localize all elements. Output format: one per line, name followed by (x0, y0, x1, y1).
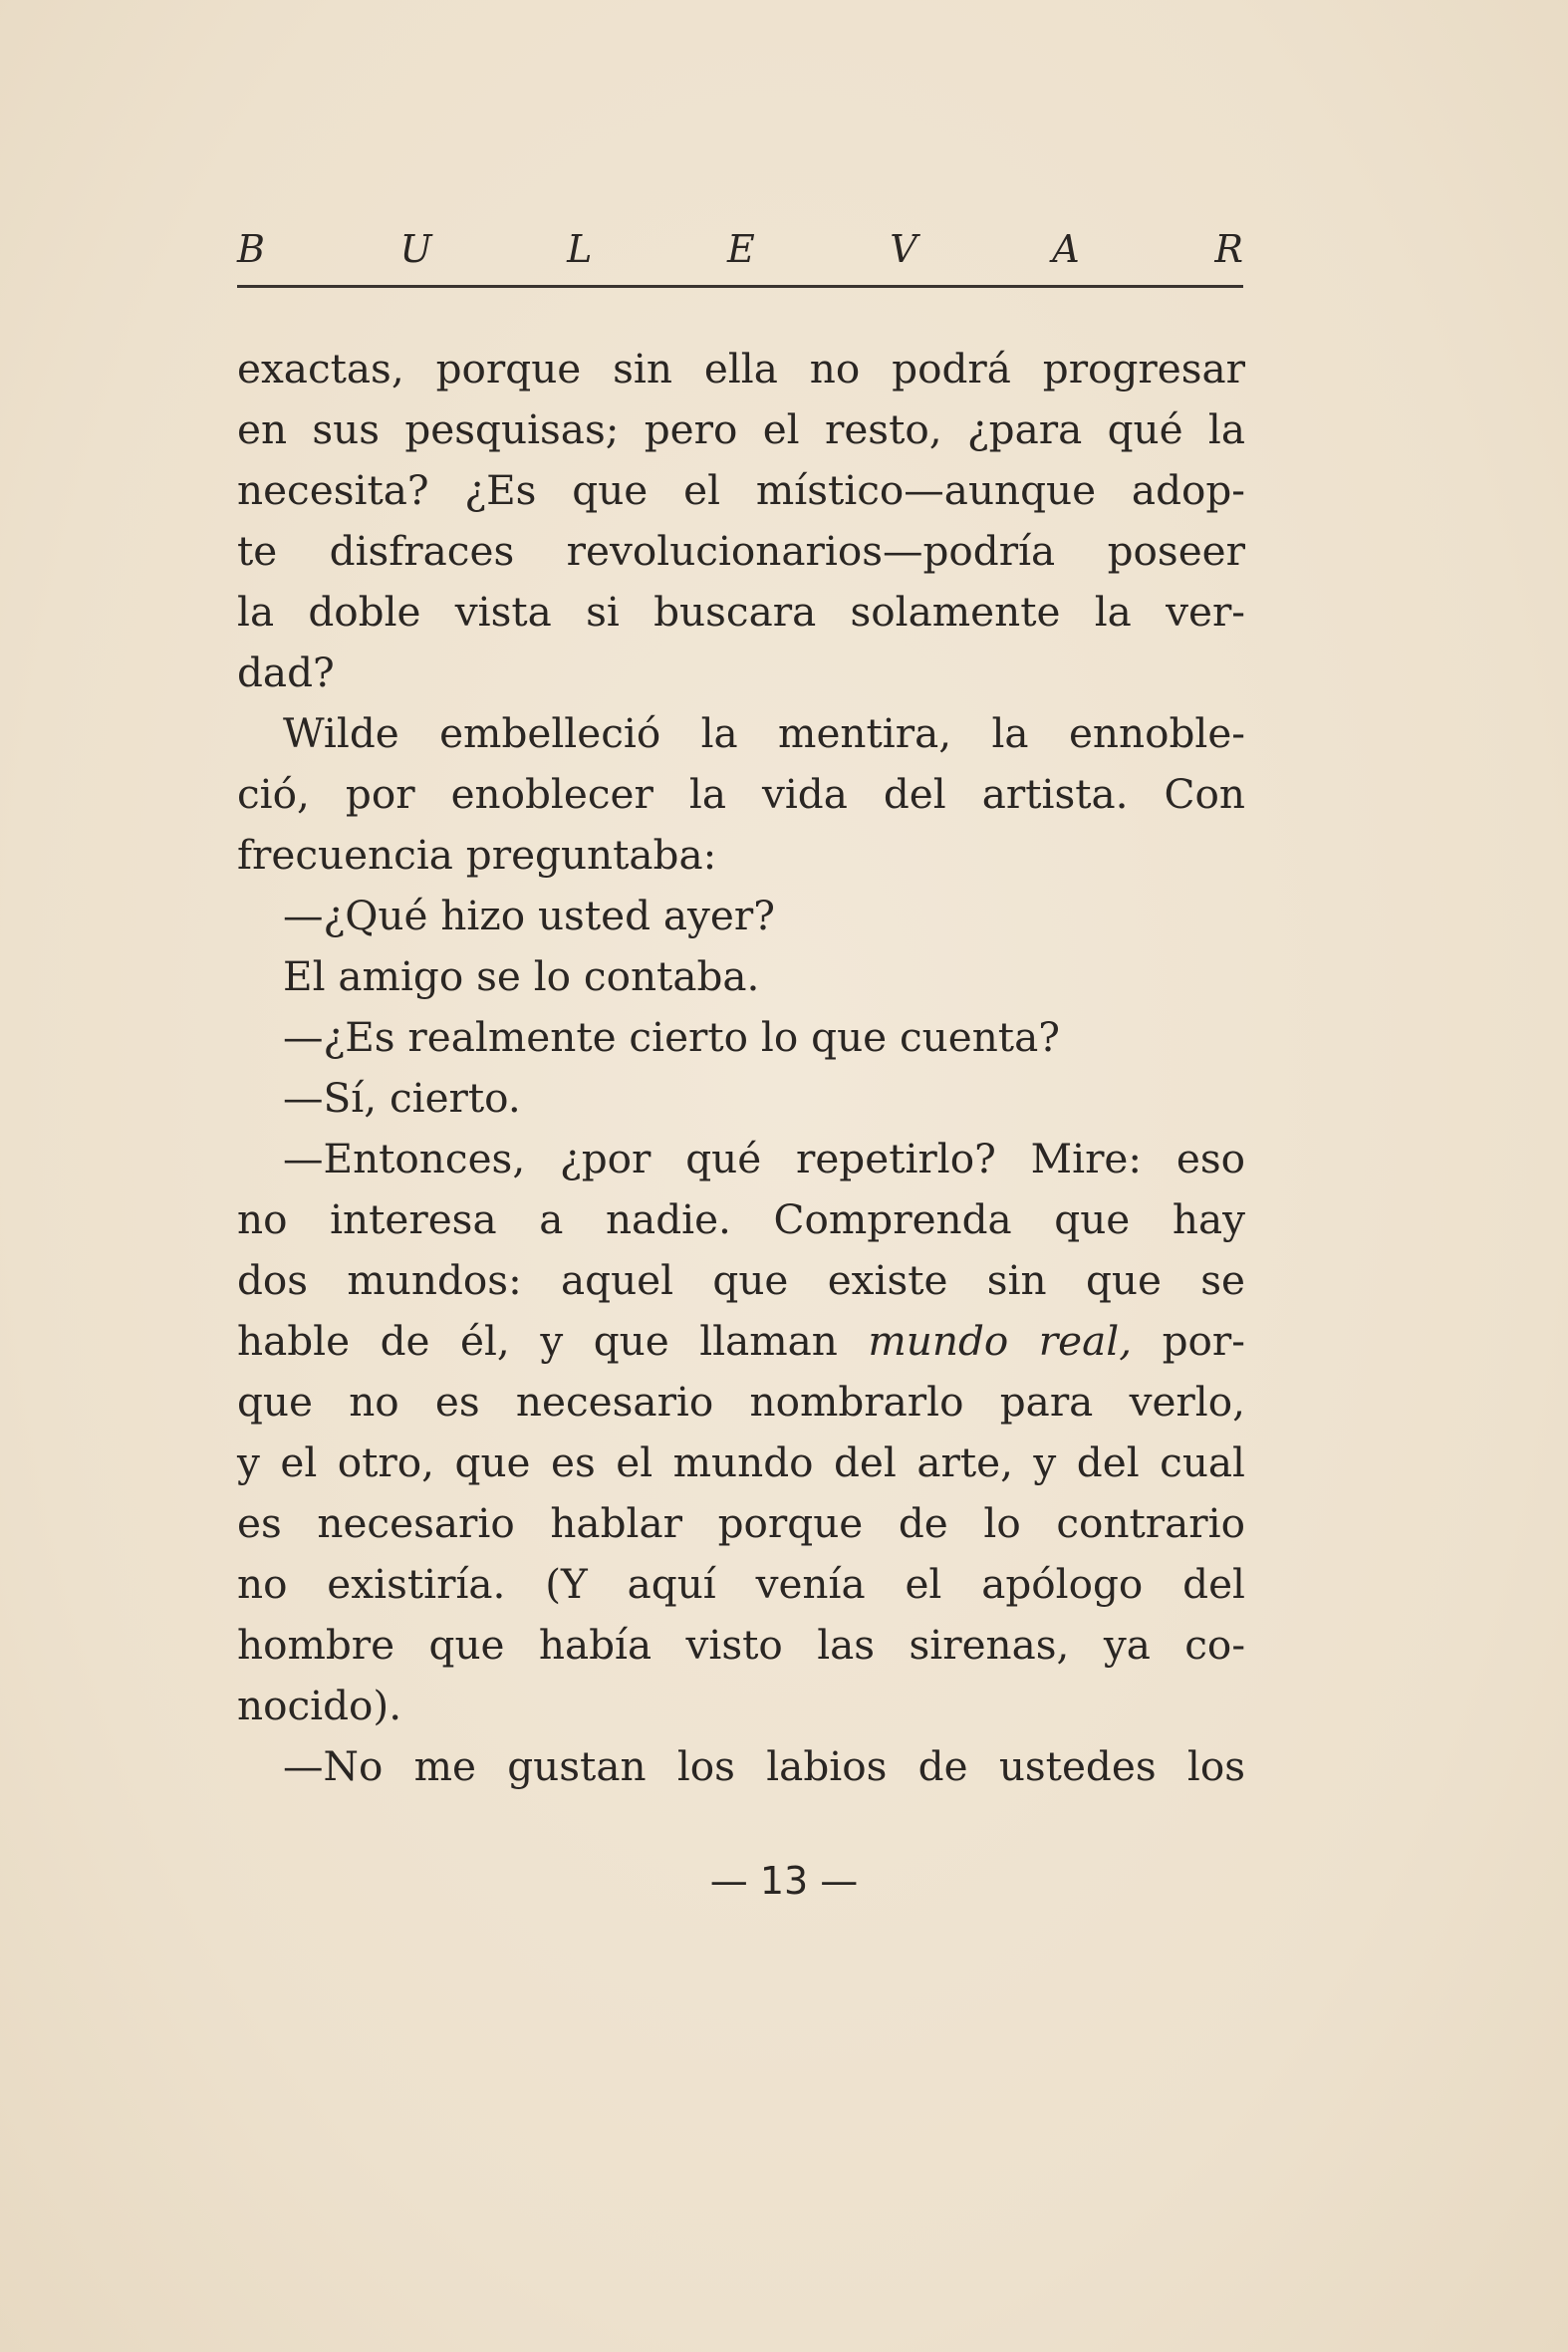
text-line: Wilde embelleció la mentira, la ennoble- (283, 709, 1245, 757)
italic-phrase: mundo real, (868, 1317, 1133, 1365)
header-letter: B (237, 227, 265, 271)
running-header (237, 221, 1243, 281)
text-line: que no es necesario nombrarlo para verlo, (237, 1378, 1245, 1426)
text-line: te disfraces revolucionarios—podría poseer (237, 527, 1245, 575)
text-line: es necesario hablar porque de lo contrario (237, 1499, 1245, 1547)
header-letter: L (567, 227, 593, 271)
header-letter: E (726, 227, 755, 271)
header-letter: R (1214, 227, 1243, 271)
header-letter: U (399, 227, 432, 271)
text-line: no interesa a nadie. Comprenda que hay (237, 1195, 1245, 1243)
header-rule (237, 285, 1243, 288)
header-title (237, 221, 1243, 277)
text-line: —Entonces, ¿por qué repetirlo? Mire: eso (283, 1135, 1245, 1182)
text-line: —¿Es realmente cierto lo que cuenta? (283, 1013, 1060, 1061)
text-line: ció, por enoblecer la vida del artista. Con (237, 770, 1245, 818)
text-line: —¿Qué hizo usted ayer? (283, 892, 775, 939)
text-line: dos mundos: aquel que existe sin que se (237, 1256, 1245, 1304)
text-line: El amigo se lo contaba. (283, 952, 760, 1000)
text-line: en sus pesquisas; pero el resto, ¿para qué la (237, 405, 1245, 453)
text-segment: por- (1132, 1317, 1245, 1365)
page-number: — 13 — (709, 1859, 859, 1903)
text-line: nocido). (237, 1682, 402, 1729)
text-line (237, 1311, 1245, 1372)
text-segment: hable de él, y que llaman (237, 1317, 869, 1365)
text-line: exactas, porque sin ella no podrá progresar (237, 345, 1245, 392)
text-line: y el otro, que es el mundo del arte, y del cual (237, 1438, 1245, 1486)
text-line: la doble vista si buscara solamente la ver- (237, 588, 1245, 636)
text-line: hombre que había visto las sirenas, ya co- (237, 1621, 1245, 1669)
header-letter: V (890, 227, 917, 271)
header-letter: A (1052, 227, 1080, 271)
text-line: —Sí, cierto. (283, 1074, 521, 1122)
text-line: —No me gustan los labios de ustedes los (283, 1742, 1245, 1790)
text-line: no existiría. (Y aquí venía el apólogo del (237, 1560, 1245, 1608)
text-line: necesita? ¿Es que el místico—aunque adop- (237, 466, 1245, 514)
text-line: dad? (237, 649, 335, 696)
text-line: frecuencia preguntaba: (237, 831, 717, 879)
body-text (237, 339, 1245, 1797)
